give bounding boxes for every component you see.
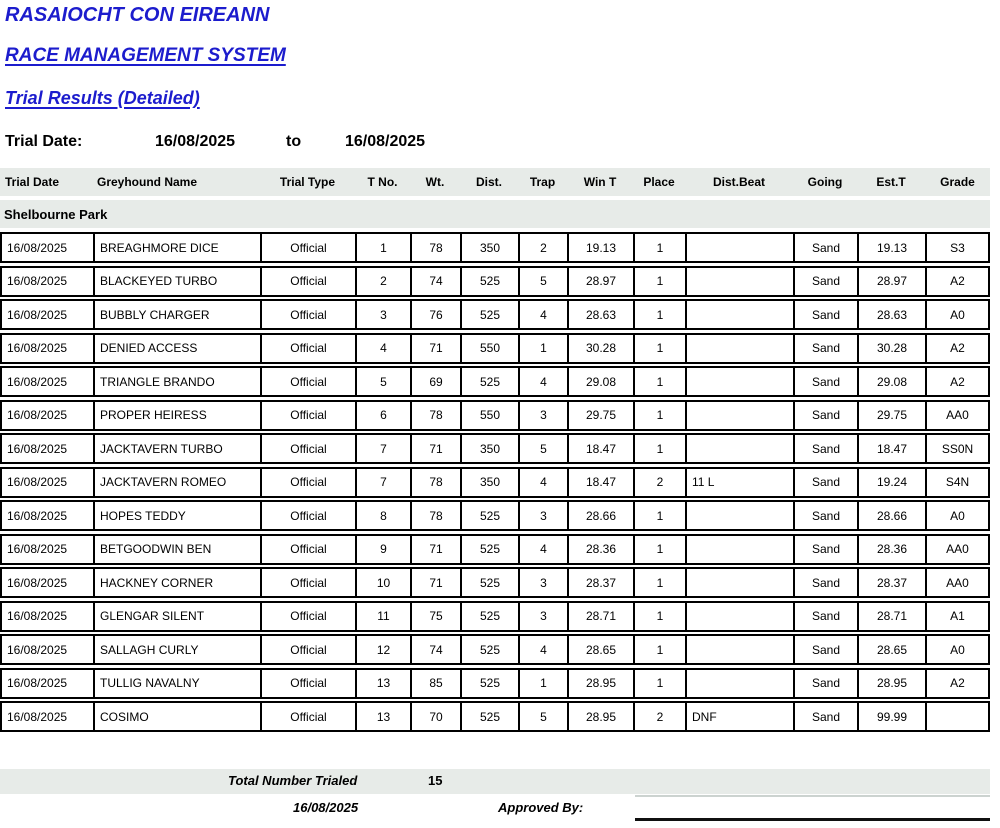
cell-grade: A0 (950, 508, 965, 523)
cell-trial-date: 16/08/2025 (2, 368, 95, 395)
cell-est-t: 28.66 (859, 502, 927, 529)
cell-greyhound-name: HACKNEY CORNER (95, 569, 262, 596)
cell-trial-type: Official (262, 335, 357, 362)
cell-est-t: 28.65 (859, 636, 927, 663)
cell-grade: S3 (950, 240, 965, 255)
table-row (0, 634, 990, 665)
column-header-going: Going (807, 175, 843, 189)
cell-wt: 85 (412, 670, 462, 697)
org-title: RASAIOCHT CON EIREANN (5, 4, 270, 26)
cell-going: Sand (795, 636, 859, 663)
cell-trap: 4 (520, 636, 569, 663)
system-title: RACE MANAGEMENT SYSTEM (5, 45, 286, 66)
cell-dist: 350 (462, 234, 520, 261)
table-row (0, 433, 990, 464)
approved-by-label: Approved By: (498, 800, 584, 815)
column-header-t-no: T No. (367, 175, 398, 189)
cell-est-t: 28.36 (859, 536, 927, 563)
cell-trap: 4 (520, 301, 569, 328)
cell-win-t: 28.37 (569, 569, 635, 596)
column-header-grade: Grade (940, 175, 975, 189)
cell-win-t: 28.63 (569, 301, 635, 328)
cell-trap: 3 (520, 502, 569, 529)
cell-win-t: 28.95 (569, 703, 635, 730)
table-header-row (0, 168, 990, 196)
cell-trap: 3 (520, 569, 569, 596)
cell-going: Sand (795, 402, 859, 429)
cell-dist: 550 (462, 402, 520, 429)
cell-est-t: 99.99 (859, 703, 927, 730)
cell-place: 1 (635, 234, 687, 261)
cell-trial-date: 16/08/2025 (2, 469, 95, 496)
table-row (0, 668, 990, 699)
cell-t-no: 5 (357, 368, 412, 395)
cell-going: Sand (795, 435, 859, 462)
cell-est-t: 28.95 (859, 670, 927, 697)
cell-dist-beat (687, 335, 795, 362)
cell-trial-type: Official (262, 603, 357, 630)
cell-going: Sand (795, 234, 859, 261)
cell-win-t: 28.65 (569, 636, 635, 663)
cell-trial-type: Official (262, 536, 357, 563)
cell-trial-date: 16/08/2025 (2, 703, 95, 730)
cell-grade: A0 (950, 642, 965, 657)
cell-greyhound-name: BUBBLY CHARGER (95, 301, 262, 328)
cell-trial-date: 16/08/2025 (2, 234, 95, 261)
cell-dist-beat: DNF (687, 703, 795, 730)
cell-t-no: 1 (357, 234, 412, 261)
cell-place: 1 (635, 435, 687, 462)
cell-trap: 3 (520, 402, 569, 429)
cell-win-t: 28.71 (569, 603, 635, 630)
cell-place: 1 (635, 368, 687, 395)
cell-trial-type: Official (262, 402, 357, 429)
cell-trial-type: Official (262, 301, 357, 328)
cell-greyhound-name: PROPER HEIRESS (95, 402, 262, 429)
cell-wt: 71 (412, 569, 462, 596)
cell-trial-date: 16/08/2025 (2, 603, 95, 630)
cell-dist: 525 (462, 703, 520, 730)
cell-greyhound-name: HOPES TEDDY (95, 502, 262, 529)
cell-greyhound-name: JACKTAVERN TURBO (95, 435, 262, 462)
cell-grade: S4N (945, 475, 970, 489)
total-trialed-label: Total Number Trialed (228, 773, 358, 788)
cell-going: Sand (795, 536, 859, 563)
cell-trial-date: 16/08/2025 (2, 569, 95, 596)
cell-greyhound-name: SALLAGH CURLY (95, 636, 262, 663)
cell-t-no: 13 (357, 703, 412, 730)
cell-greyhound-name: DENIED ACCESS (95, 335, 262, 362)
cell-dist: 525 (462, 301, 520, 328)
cell-place: 1 (635, 301, 687, 328)
cell-trial-date: 16/08/2025 (2, 670, 95, 697)
cell-trap: 2 (520, 234, 569, 261)
cell-going: Sand (795, 301, 859, 328)
cell-trap: 1 (520, 335, 569, 362)
cell-win-t: 29.75 (569, 402, 635, 429)
cell-dist: 350 (462, 435, 520, 462)
column-header-dist: Dist. (475, 175, 502, 189)
cell-greyhound-name: BREAGHMORE DICE (95, 234, 262, 261)
cell-est-t: 19.24 (859, 469, 927, 496)
cell-trial-date: 16/08/2025 (2, 502, 95, 529)
cell-t-no: 4 (357, 335, 412, 362)
cell-grade: SS0N (941, 441, 974, 456)
cell-dist: 525 (462, 368, 520, 395)
results-table-body (0, 232, 990, 735)
cell-grade: A2 (950, 274, 965, 288)
cell-trial-type: Official (262, 670, 357, 697)
cell-est-t: 29.75 (859, 402, 927, 429)
cell-t-no: 7 (357, 435, 412, 462)
cell-est-t: 18.47 (859, 435, 927, 462)
cell-trial-date: 16/08/2025 (2, 301, 95, 328)
cell-place: 1 (635, 670, 687, 697)
cell-dist-beat (687, 603, 795, 630)
cell-trial-type: Official (262, 469, 357, 496)
cell-trial-type: Official (262, 268, 357, 295)
cell-dist: 525 (462, 569, 520, 596)
cell-t-no: 11 (357, 603, 412, 630)
column-header-trial-date: Trial Date (5, 175, 60, 189)
cell-t-no: 10 (357, 569, 412, 596)
cell-est-t: 28.97 (859, 268, 927, 295)
cell-dist-beat (687, 536, 795, 563)
cell-win-t: 19.13 (569, 234, 635, 261)
cell-place: 1 (635, 636, 687, 663)
cell-trial-date: 16/08/2025 (2, 402, 95, 429)
cell-win-t: 30.28 (569, 335, 635, 362)
cell-trial-type: Official (262, 368, 357, 395)
cell-t-no: 9 (357, 536, 412, 563)
cell-est-t: 29.08 (859, 368, 927, 395)
cell-dist: 525 (462, 670, 520, 697)
table-row (0, 701, 990, 732)
cell-wt: 74 (412, 268, 462, 295)
cell-place: 1 (635, 335, 687, 362)
cell-trap: 3 (520, 603, 569, 630)
column-header-trial-type: Trial Type (279, 175, 336, 189)
cell-trial-date: 16/08/2025 (2, 268, 95, 295)
cell-wt: 70 (412, 703, 462, 730)
cell-trial-type: Official (262, 569, 357, 596)
cell-dist-beat (687, 234, 795, 261)
cell-place: 1 (635, 402, 687, 429)
cell-grade: A0 (950, 307, 965, 322)
cell-grade: A1 (950, 609, 965, 623)
cell-wt: 71 (412, 435, 462, 462)
cell-greyhound-name: BETGOODWIN BEN (95, 536, 262, 563)
cell-trial-date: 16/08/2025 (2, 435, 95, 462)
cell-wt: 78 (412, 234, 462, 261)
cell-t-no: 6 (357, 402, 412, 429)
table-row (0, 333, 990, 364)
cell-trap: 5 (520, 268, 569, 295)
cell-dist-beat: 11 L (687, 469, 795, 496)
cell-trap: 4 (520, 469, 569, 496)
table-row (0, 567, 990, 598)
table-row (0, 500, 990, 531)
trial-date-label: Trial Date: (5, 133, 83, 150)
cell-greyhound-name: TRIANGLE BRANDO (95, 368, 262, 395)
cell-greyhound-name: TULLIG NAVALNY (95, 670, 262, 697)
cell-dist: 525 (462, 268, 520, 295)
cell-dist: 525 (462, 636, 520, 663)
cell-dist-beat (687, 636, 795, 663)
cell-dist: 525 (462, 536, 520, 563)
cell-grade: A2 (950, 341, 965, 355)
cell-going: Sand (795, 268, 859, 295)
cell-grade: A2 (950, 676, 965, 690)
cell-greyhound-name: COSIMO (95, 703, 262, 730)
cell-going: Sand (795, 569, 859, 596)
cell-dist: 525 (462, 502, 520, 529)
cell-dist-beat (687, 435, 795, 462)
cell-trial-type: Official (262, 502, 357, 529)
column-header-greyhound-name: Greyhound Name (97, 175, 198, 189)
cell-win-t: 28.36 (569, 536, 635, 563)
cell-dist: 525 (462, 603, 520, 630)
cell-est-t: 28.71 (859, 603, 927, 630)
cell-dist-beat (687, 502, 795, 529)
cell-t-no: 8 (357, 502, 412, 529)
column-header-wt: Wt. (425, 175, 445, 189)
cell-trap: 5 (520, 435, 569, 462)
cell-trap: 1 (520, 670, 569, 697)
cell-dist-beat (687, 569, 795, 596)
column-header-est-t: Est.T (876, 175, 906, 189)
cell-est-t: 28.37 (859, 569, 927, 596)
footer-total-band (0, 769, 990, 794)
to-label: to (286, 133, 302, 150)
cell-trial-date: 16/08/2025 (2, 636, 95, 663)
cell-win-t: 29.08 (569, 368, 635, 395)
cell-est-t: 19.13 (859, 234, 927, 261)
cell-going: Sand (795, 603, 859, 630)
cell-dist: 350 (462, 469, 520, 496)
cell-going: Sand (795, 703, 859, 730)
cell-wt: 74 (412, 636, 462, 663)
total-trialed-value: 15 (428, 773, 443, 788)
cell-grade: AA0 (946, 408, 969, 422)
table-row (0, 534, 990, 565)
cell-place: 1 (635, 268, 687, 295)
cell-going: Sand (795, 368, 859, 395)
cell-wt: 69 (412, 368, 462, 395)
cell-t-no: 12 (357, 636, 412, 663)
cell-trial-date: 16/08/2025 (2, 536, 95, 563)
cell-trap: 4 (520, 536, 569, 563)
cell-win-t: 18.47 (569, 435, 635, 462)
cell-trial-type: Official (262, 234, 357, 261)
section-band (0, 200, 990, 228)
footer-report-date: 16/08/2025 (293, 800, 359, 815)
cell-place: 1 (635, 603, 687, 630)
column-header-place: Place (643, 175, 675, 189)
report-title: Trial Results (Detailed) (5, 88, 200, 108)
cell-going: Sand (795, 335, 859, 362)
cell-going: Sand (795, 502, 859, 529)
cell-place: 2 (635, 703, 687, 730)
cell-dist: 550 (462, 335, 520, 362)
cell-dist-beat (687, 670, 795, 697)
cell-est-t: 30.28 (859, 335, 927, 362)
cell-place: 1 (635, 502, 687, 529)
trial-date-to-value: 16/08/2025 (345, 133, 426, 150)
cell-going: Sand (795, 469, 859, 496)
cell-dist-beat (687, 368, 795, 395)
cell-grade: AA0 (946, 575, 969, 590)
cell-greyhound-name: BLACKEYED TURBO (95, 268, 262, 295)
cell-grade: AA0 (946, 542, 969, 556)
cell-est-t: 28.63 (859, 301, 927, 328)
cell-greyhound-name: GLENGAR SILENT (95, 603, 262, 630)
cell-win-t: 28.66 (569, 502, 635, 529)
column-header-dist-beat: Dist.Beat (712, 175, 765, 189)
cell-win-t: 18.47 (569, 469, 635, 496)
cell-trap: 4 (520, 368, 569, 395)
cell-trap: 5 (520, 703, 569, 730)
cell-place: 1 (635, 569, 687, 596)
column-header-trap: Trap (529, 175, 556, 189)
cell-wt: 71 (412, 536, 462, 563)
table-row (0, 400, 990, 431)
table-row (0, 601, 990, 632)
table-row (0, 467, 990, 498)
cell-trial-type: Official (262, 703, 357, 730)
cell-wt: 78 (412, 402, 462, 429)
cell-wt: 71 (412, 335, 462, 362)
trial-date-from-value: 16/08/2025 (155, 133, 236, 150)
cell-grade: A2 (950, 374, 965, 389)
cell-t-no: 7 (357, 469, 412, 496)
cell-trial-date: 16/08/2025 (2, 335, 95, 362)
cell-dist-beat (687, 268, 795, 295)
cell-t-no: 3 (357, 301, 412, 328)
cell-greyhound-name: JACKTAVERN ROMEO (95, 469, 262, 496)
cell-win-t: 28.97 (569, 268, 635, 295)
cell-wt: 78 (412, 502, 462, 529)
table-row (0, 266, 990, 297)
trial-date-line (5, 133, 605, 153)
table-row (0, 299, 990, 330)
cell-wt: 76 (412, 301, 462, 328)
table-row (0, 366, 990, 397)
signature-line (635, 818, 990, 821)
column-header-win-t: Win T (583, 175, 617, 189)
cell-win-t: 28.95 (569, 670, 635, 697)
signature-area-top-rule (635, 795, 990, 797)
cell-dist-beat (687, 301, 795, 328)
cell-t-no: 13 (357, 670, 412, 697)
track-name: Shelbourne Park (4, 206, 108, 222)
table-row (0, 232, 990, 263)
cell-place: 1 (635, 536, 687, 563)
cell-trial-type: Official (262, 636, 357, 663)
cell-wt: 78 (412, 469, 462, 496)
cell-going: Sand (795, 670, 859, 697)
cell-t-no: 2 (357, 268, 412, 295)
cell-grade (927, 703, 988, 730)
cell-dist-beat (687, 402, 795, 429)
cell-wt: 75 (412, 603, 462, 630)
cell-place: 2 (635, 469, 687, 496)
cell-trial-type: Official (262, 435, 357, 462)
